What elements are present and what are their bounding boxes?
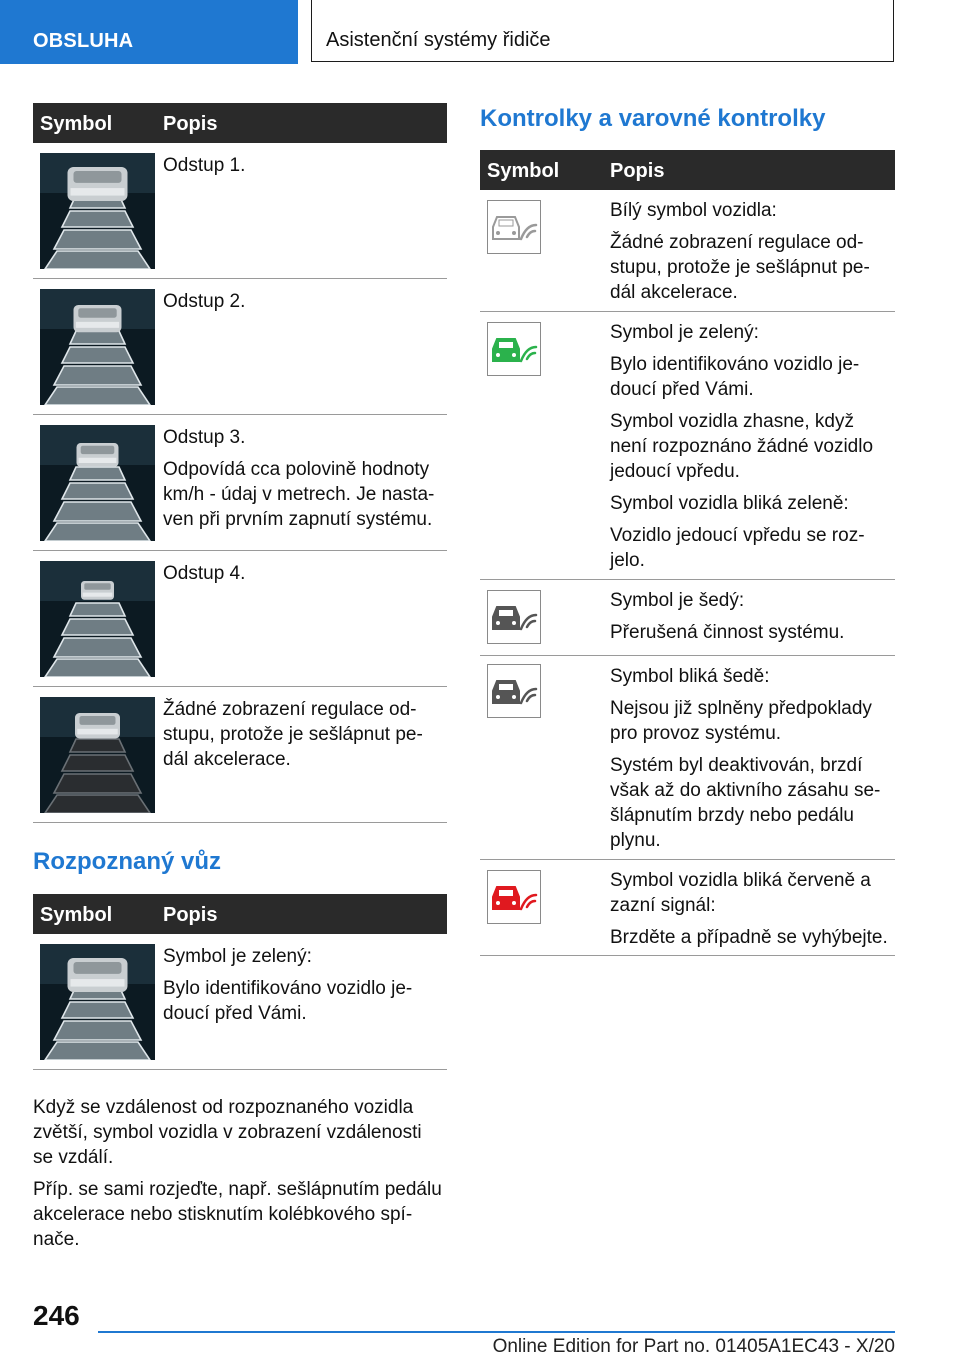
- edition-note: Online Edition for Part no. 01405A1EC43 - X/20: [492, 1336, 895, 1357]
- row-text: Bílý symbol vozidla:: [610, 200, 777, 221]
- row-text: Žádné zobrazení regulace od‐ stupu, protože je sešlápnut pe‐ dál akcelerace.: [610, 232, 870, 303]
- chapter-header: [311, 0, 894, 62]
- distance-table: [33, 103, 447, 823]
- row-text: Přerušená činnost systému.: [610, 622, 845, 643]
- row-text: Odstup 4.: [163, 563, 246, 584]
- indicators-table: [480, 150, 895, 956]
- row-text: Symbol vozidla zhasne, když není rozpoznáno žádné vozidlo jedoucí vpředu.: [610, 411, 874, 482]
- row-text: Symbol je zelený:: [163, 946, 312, 967]
- table-header: [480, 150, 895, 190]
- gray-vehicle-icon: [487, 590, 541, 644]
- table-row: [33, 934, 447, 1070]
- row-text: Odpovídá cca polovině hodnoty km/h - údaj v metrech. Je nasta‐ ven při prvním zapnutí systému.: [163, 459, 435, 530]
- col-symbol-header: Symbol: [487, 160, 560, 182]
- recognized-vehicle-image: [40, 944, 155, 1060]
- paragraph: Příp. se sami rozjeďte, např. sešlápnutím pedálu akcelerace nebo stisknutím kolébkového spí‐ nače.: [33, 1179, 442, 1250]
- distance-1-image: [40, 153, 155, 269]
- table-row: [480, 860, 895, 956]
- row-text: Systém byl deaktivován, brzdí však až do aktivního zásahu se‐ šlápnutím brzdy nebo pedálu plynu.: [610, 755, 881, 851]
- table-row: [33, 687, 447, 823]
- col-symbol-header: Symbol: [40, 113, 113, 135]
- recognized-vehicle-heading: Rozpoznaný vůz: [33, 848, 222, 875]
- section-label: OBSLUHA: [33, 30, 134, 52]
- row-text: Bylo identifikováno vozidlo je‐ doucí před Vámi.: [610, 354, 860, 400]
- row-text: Symbol vozidla bliká zeleně:: [610, 493, 849, 514]
- gray-blinking-vehicle-icon: [487, 664, 541, 718]
- row-text: Odstup 2.: [163, 291, 246, 312]
- table-header: [33, 894, 447, 934]
- table-header: [33, 103, 447, 143]
- table-row: [480, 656, 895, 860]
- row-text: Brzděte a případně se vyhýbejte.: [610, 927, 888, 948]
- table-row: [480, 312, 895, 580]
- row-text: Nejsou již splněny předpoklady pro provoz systému.: [610, 698, 872, 744]
- col-desc-header: Popis: [610, 160, 665, 182]
- col-symbol-header: Symbol: [40, 904, 113, 926]
- col-desc-header: Popis: [163, 113, 218, 135]
- table-row: [33, 415, 447, 551]
- section-tab: [0, 0, 298, 64]
- table-row: [480, 580, 895, 656]
- chapter-title: Asistenční systémy řidiče: [326, 29, 551, 51]
- row-text: Symbol vozidla bliká červeně a zazní signál:: [610, 870, 871, 916]
- row-text: Symbol je zelený:: [610, 322, 759, 343]
- row-text: Bylo identifikováno vozidlo je‐ doucí před Vámi.: [163, 978, 413, 1024]
- row-text: Symbol bliká šedě:: [610, 666, 770, 687]
- red-vehicle-icon: [487, 870, 541, 924]
- col-desc-header: Popis: [163, 904, 218, 926]
- table-row: [33, 143, 447, 279]
- distance-4-image: [40, 561, 155, 677]
- distance-2-image: [40, 289, 155, 405]
- table-row: [33, 551, 447, 687]
- recognized-table: [33, 894, 447, 1070]
- row-text: Vozidlo jedoucí vpředu se roz‐ jelo.: [610, 525, 865, 571]
- table-row: [33, 279, 447, 415]
- row-text: Odstup 1.: [163, 155, 246, 176]
- distance-3-image: [40, 425, 155, 541]
- table-row: [480, 190, 895, 312]
- white-vehicle-icon: [487, 200, 541, 254]
- paragraph: Když se vzdálenost od rozpoznaného vozidla zvětší, symbol vozidla v zobrazení vzdálenosti se vzdálí.: [33, 1097, 422, 1168]
- no-distance-image: [40, 697, 155, 813]
- footer-divider: [98, 1331, 895, 1333]
- green-vehicle-icon: [487, 322, 541, 376]
- row-text: Žádné zobrazení regulace od‐ stupu, protože je sešlápnut pe‐ dál akcelerace.: [163, 699, 423, 770]
- row-text: Symbol je šedý:: [610, 590, 745, 611]
- row-text: Odstup 3.: [163, 427, 246, 448]
- indicators-heading: Kontrolky a varovné kontrolky: [480, 105, 826, 132]
- page-number: 246: [33, 1300, 80, 1331]
